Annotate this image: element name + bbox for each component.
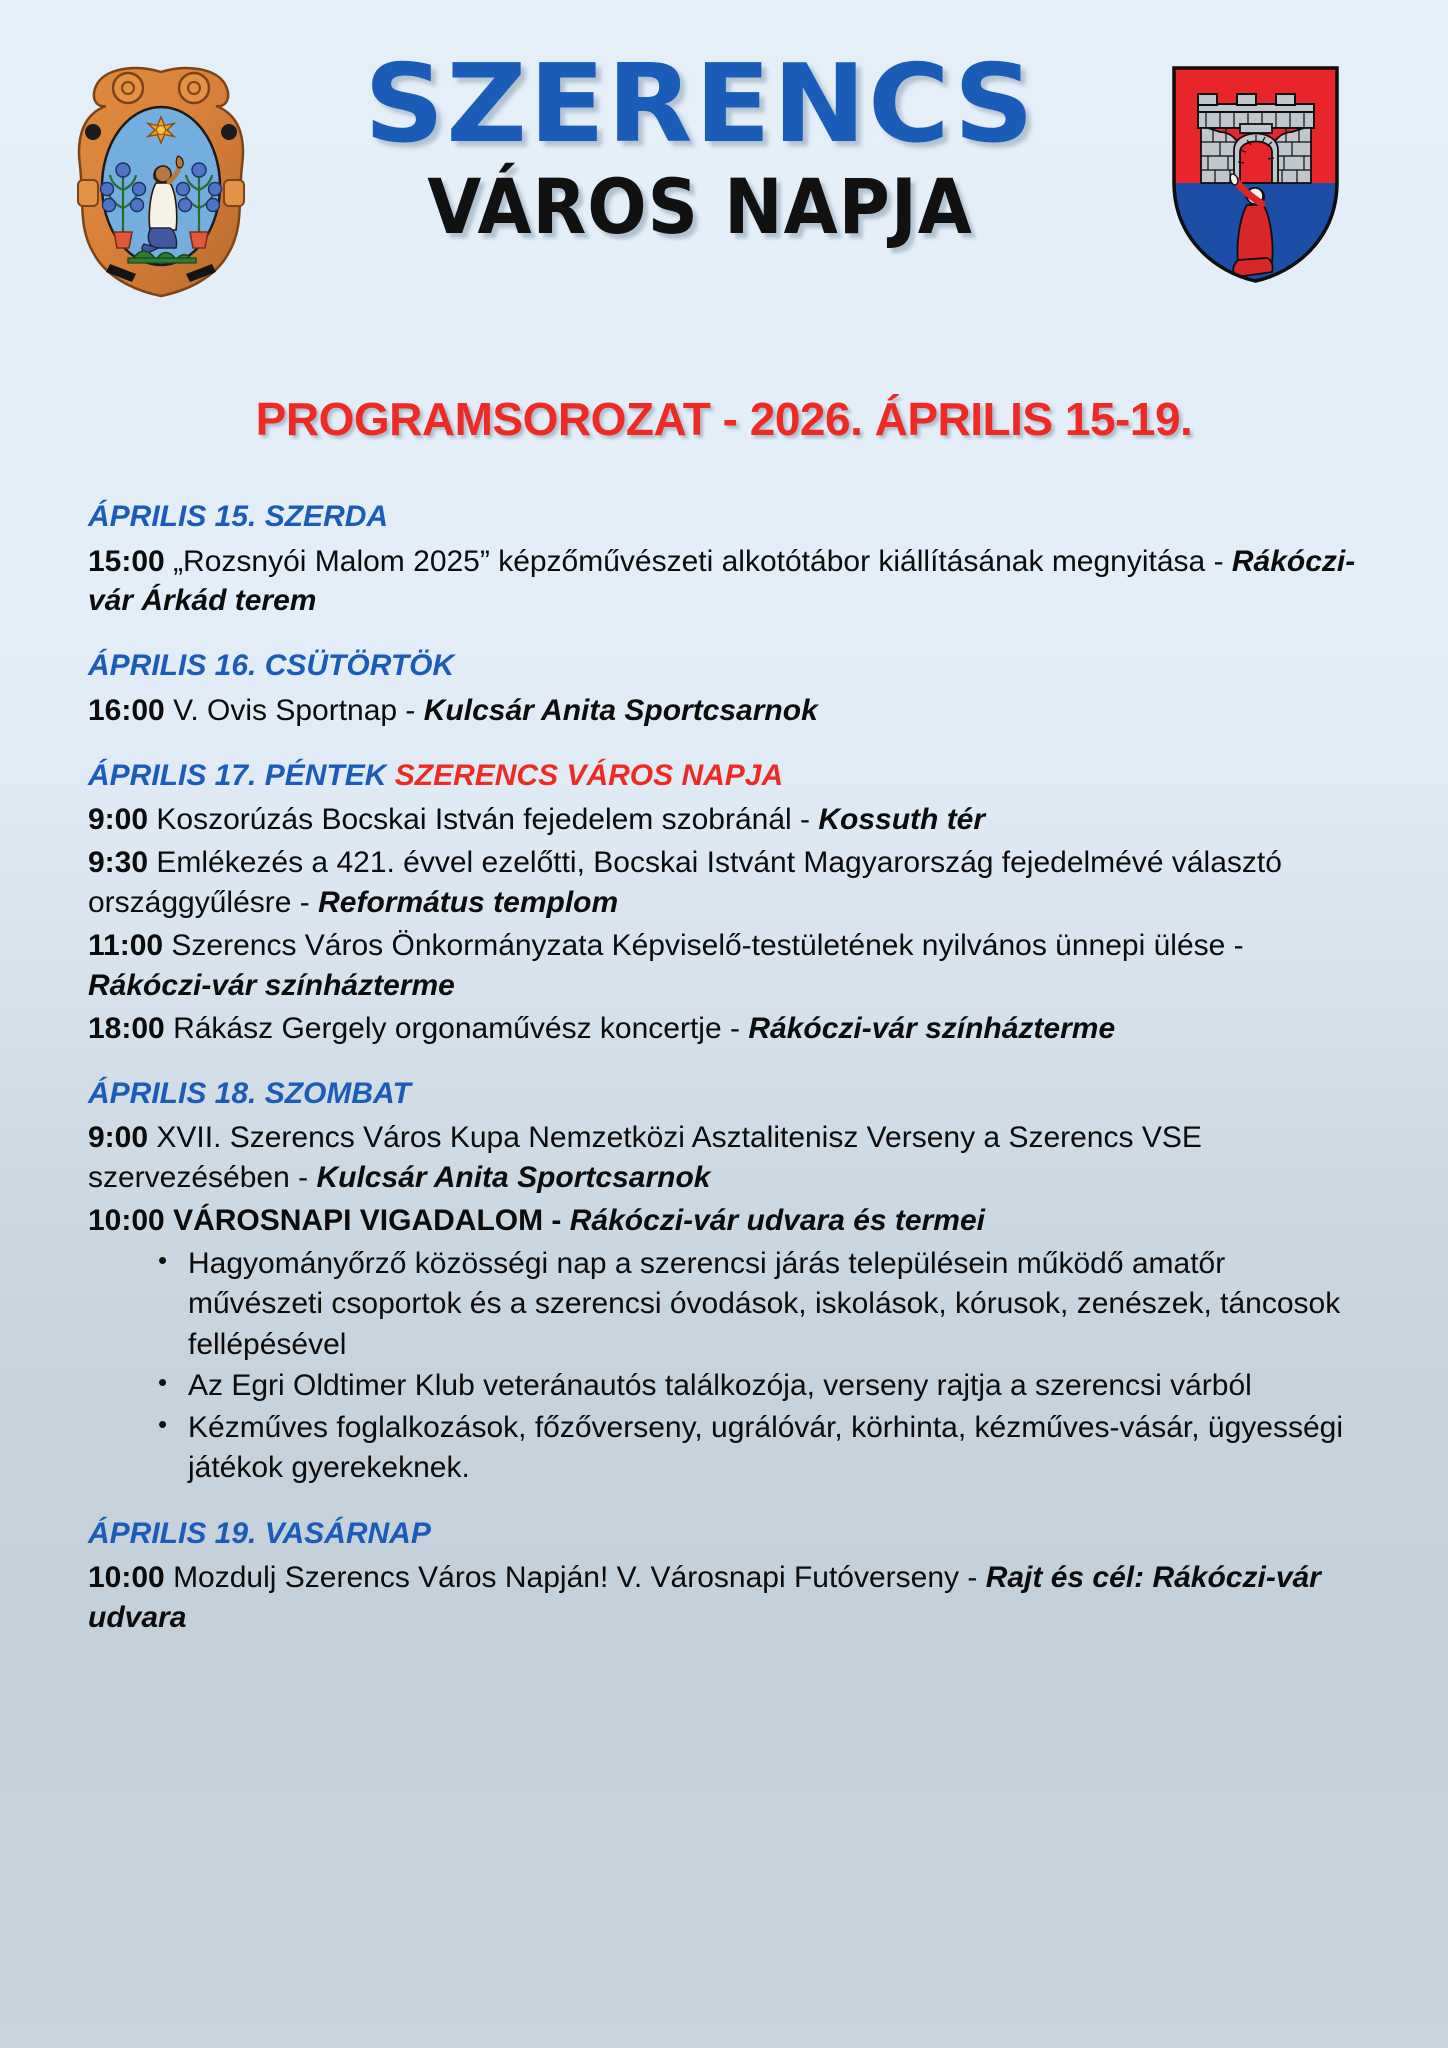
entry-time: 10:00 xyxy=(88,1561,165,1595)
entry-time: 9:00 xyxy=(88,1121,149,1155)
page-subtitle: VÁROS NAPJA xyxy=(427,162,973,252)
list-item: • Kézműves foglalkozások, főzőverseny, ugrálóvár, körhinta, kézműves-vásár, ügyességi játékok gyerekeknek. xyxy=(156,1408,1360,1489)
entry-time: 15:00 xyxy=(88,544,165,578)
day-header xyxy=(88,1515,1360,1553)
entry-text: V. Ovis Sportnap - xyxy=(164,693,424,727)
poster-header xyxy=(0,0,1448,310)
page-title: SZERENCS xyxy=(364,42,1036,167)
entry-venue: Kulcsár Anita Sportcsarnok xyxy=(423,693,818,727)
entry-venue: Rákóczi-vár színházterme xyxy=(748,1011,1116,1045)
entry-venue: Kulcsár Anita Sportcsarnok xyxy=(316,1160,711,1194)
day-header-label: ÁPRILIS 19. VASÁRNAP xyxy=(88,1516,431,1550)
entry-text: Emlékezés a 421. évvel ezelőtti, Bocskai Istvánt Magyarország fejedelmévé választó országgyűlésre - xyxy=(88,846,1282,919)
szerencs-historic-coat-of-arms-icon xyxy=(66,58,256,303)
program-entry xyxy=(88,691,1360,731)
day-header xyxy=(88,757,1360,795)
entry-time: 16:00 xyxy=(88,693,165,727)
program-entry xyxy=(88,1201,1360,1241)
program-entry xyxy=(88,1118,1360,1198)
entry-text: Szerencs Város Önkormányzata Képviselő-testületének nyilvános ünnepi ülése - xyxy=(163,928,1244,962)
title-block xyxy=(250,42,1150,252)
entry-time: 9:30 xyxy=(88,846,149,880)
program-entry xyxy=(88,926,1360,1006)
entry-text: Rákász Gergely orgonaművész koncertje - xyxy=(164,1011,749,1045)
bullet-list xyxy=(88,1244,1360,1489)
entry-text: Koszorúzás Bocskai István fejedelem szobránál - xyxy=(148,803,819,837)
list-item: • Az Egri Oldtimer Klub veteránautós találkozója, verseny rajtja a szerencsi várból xyxy=(156,1366,1360,1407)
day-header xyxy=(88,1075,1360,1113)
entry-time: 18:00 xyxy=(88,1011,165,1045)
program-entry xyxy=(88,542,1360,622)
program-entry xyxy=(88,1558,1360,1638)
day-block xyxy=(88,1515,1360,1638)
entry-venue: Rákóczi-vár Árkád terem xyxy=(88,544,1356,618)
day-header-label: ÁPRILIS 18. SZOMBAT xyxy=(88,1076,411,1110)
day-block xyxy=(88,498,1360,621)
program-list xyxy=(0,498,1448,1664)
day-header-label: ÁPRILIS 17. PÉNTEK xyxy=(88,758,395,792)
day-block xyxy=(88,757,1360,1049)
list-item: • Hagyományőrző közösségi nap a szerencsi járás településein működő amatőr művészeti csoportok és a szerencsi óvodások, iskolások, kórusok, zenészek, táncosok fellépésével xyxy=(156,1244,1360,1366)
entry-text: „Rozsnyói Malom 2025” képzőművészeti alkotótábor kiállításának megnyitása - xyxy=(164,544,1232,578)
entry-time: 11:00 xyxy=(88,928,164,962)
entry-text: VÁROSNAPI VIGADALOM - xyxy=(164,1203,570,1237)
day-block xyxy=(88,1075,1360,1489)
entry-venue: Kossuth tér xyxy=(818,803,986,837)
szerencs-city-coat-of-arms-icon xyxy=(1168,62,1343,287)
entry-text: XVII. Szerencs Város Kupa Nemzetközi Asztalitenisz Verseny a Szerencs VSE szervezésében - xyxy=(88,1121,1202,1194)
day-header xyxy=(88,498,1360,536)
program-entry xyxy=(88,843,1360,923)
day-header-label: ÁPRILIS 16. CSÜTÖRTÖK xyxy=(88,649,455,683)
entry-text: Mozdulj Szerencs Város Napján! V. Városnapi Futóverseny - xyxy=(164,1561,986,1595)
program-entry xyxy=(88,1009,1360,1049)
day-header xyxy=(88,647,1360,685)
entry-venue: Református templom xyxy=(318,885,619,919)
entry-venue: Rajt és cél: Rákóczi-vár udvara xyxy=(88,1561,1321,1635)
entry-time: 9:00 xyxy=(88,803,149,837)
entry-venue: Rákóczi-vár udvara és termei xyxy=(569,1203,985,1237)
program-header: PROGRAMSOROZAT - 2026. ÁPRILIS 15-19. xyxy=(255,393,1193,445)
program-entry xyxy=(88,800,1360,840)
entry-venue: Rákóczi-vár színházterme xyxy=(88,968,455,1002)
day-block xyxy=(88,647,1360,730)
entry-time: 10:00 xyxy=(88,1203,165,1237)
day-header-highlight: SZERENCS VÁROS NAPJA xyxy=(394,758,784,792)
day-header-label: ÁPRILIS 15. SZERDA xyxy=(88,500,389,533)
